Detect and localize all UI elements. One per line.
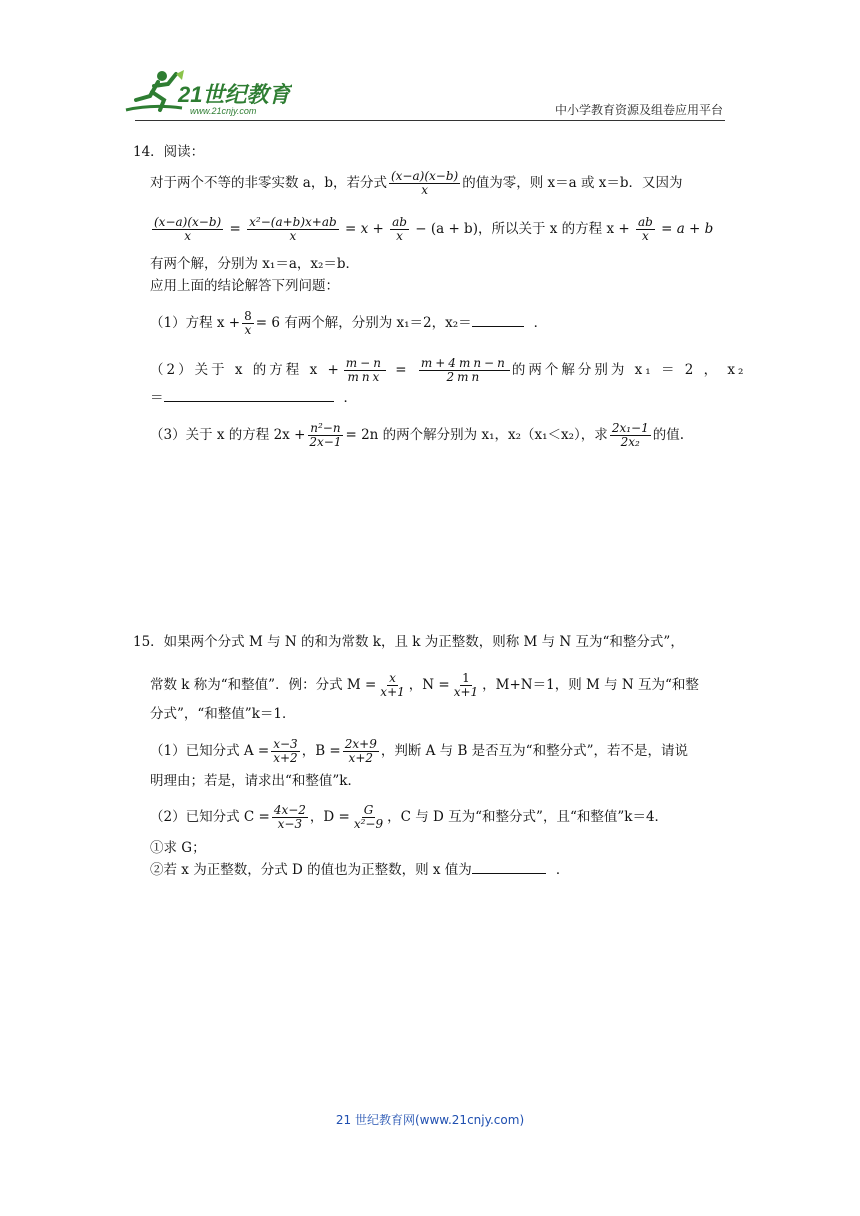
site-logo	[122, 66, 292, 120]
answer-blank[interactable]	[472, 314, 524, 327]
q14-line2: $\frac{(x-a)(x-b)}{x}$ = $\frac{\text{x²−(a+b)x+ab}}{x}$ = x + $\frac{ab}{x}$ − (a + b)，所以关于 x 的方程 x + $\frac{ab}{x}$ = a + b	[154, 215, 714, 243]
q14-part3: （3）关于 x 的方程 2x + $\frac{\text{n²−n}}{2x-1}$ = 2n 的两个解分别为 x₁，x₂（x₁＜x₂），求 $\frac{\text{2x₁−1}}{\text{2x₂}}$ 的值.	[150, 421, 685, 449]
fraction: $\frac{(x-a)(x-b)}{x}$	[390, 169, 459, 197]
q15-line3: 分式”，“和整值”k＝1．	[150, 706, 296, 722]
header-divider	[135, 120, 725, 121]
answer-blank[interactable]	[472, 861, 546, 874]
platform-title: 中小学教育资源及组卷应用平台	[554, 103, 723, 117]
q14-line3: 有两个解，分别为 x₁＝a，x₂＝b．	[150, 256, 360, 272]
svg-text:21世纪教育: 21世纪教育	[178, 82, 291, 107]
q15-sub2: ②若 x 为正整数，分式 D 的值也为正整数，则 x 值为 ．	[150, 862, 570, 878]
q15-part1: （1）已知分式 A = $\frac{x-3}{x+2}$ ，B = $\frac{2x+9}{x+2}$ ，判断 A 与 B 是否互为“和整分式”，若不是，请说	[150, 737, 688, 765]
footer-link[interactable]: 21 世纪教育网(www.21cnjy.com)	[335, 1113, 525, 1127]
runner-logo-icon	[122, 66, 292, 120]
q15-sub1: ①求 G；	[150, 840, 206, 856]
q15-line1: 15．如果两个分式 M 与 N 的和为常数 k，且 k 为正整数，则称 M 与 N 互为“和整分式”，	[133, 634, 684, 650]
answer-blank[interactable]	[164, 389, 334, 402]
q15-part1-line2: 明理由；若是，请求出“和整值”k．	[150, 773, 361, 789]
q15-part2: （2）已知分式 C = $\frac{4x-2}{x-3}$ ，D = $\frac{G}{\text{x²−9}}$ ，C 与 D 互为“和整分式”，且“和整值”k＝4．	[150, 803, 669, 831]
q14-line1: 对于两个不等的非零实数 a，b，若分式 $\frac{(x-a)(x-b)}{x}$ 的值为零，则 x＝a 或 x＝b．又因为	[150, 169, 683, 197]
q14-part1: （1）方程 x + $\frac{8}{x}$ = 6 有两个解，分别为 x₁＝2，x₂＝ ．	[150, 309, 548, 337]
q14-line4: 应用上面的结论解答下列问题：	[150, 278, 339, 294]
q15-line2: 常数 k 称为“和整值”．例：分式 M = $\frac{x}{x+1}$ ，N = $\frac{1}{x+1}$ ，M+N＝1，则 M 与 N 互为“和整	[150, 671, 699, 699]
svg-text:www.21cnjy.com: www.21cnjy.com	[190, 106, 257, 116]
q14-part2-answer: ＝ ．	[150, 390, 357, 406]
q14-part2: （2）关于 x 的方程 x + $\frac{m-n}{\text{mnx}}$ = $\frac{m+4mn-n}{2mn}$ 的两个解分别为 x₁ ＝ 2 ， x₂	[150, 356, 747, 384]
q14-number: 14．阅读：	[133, 144, 205, 160]
